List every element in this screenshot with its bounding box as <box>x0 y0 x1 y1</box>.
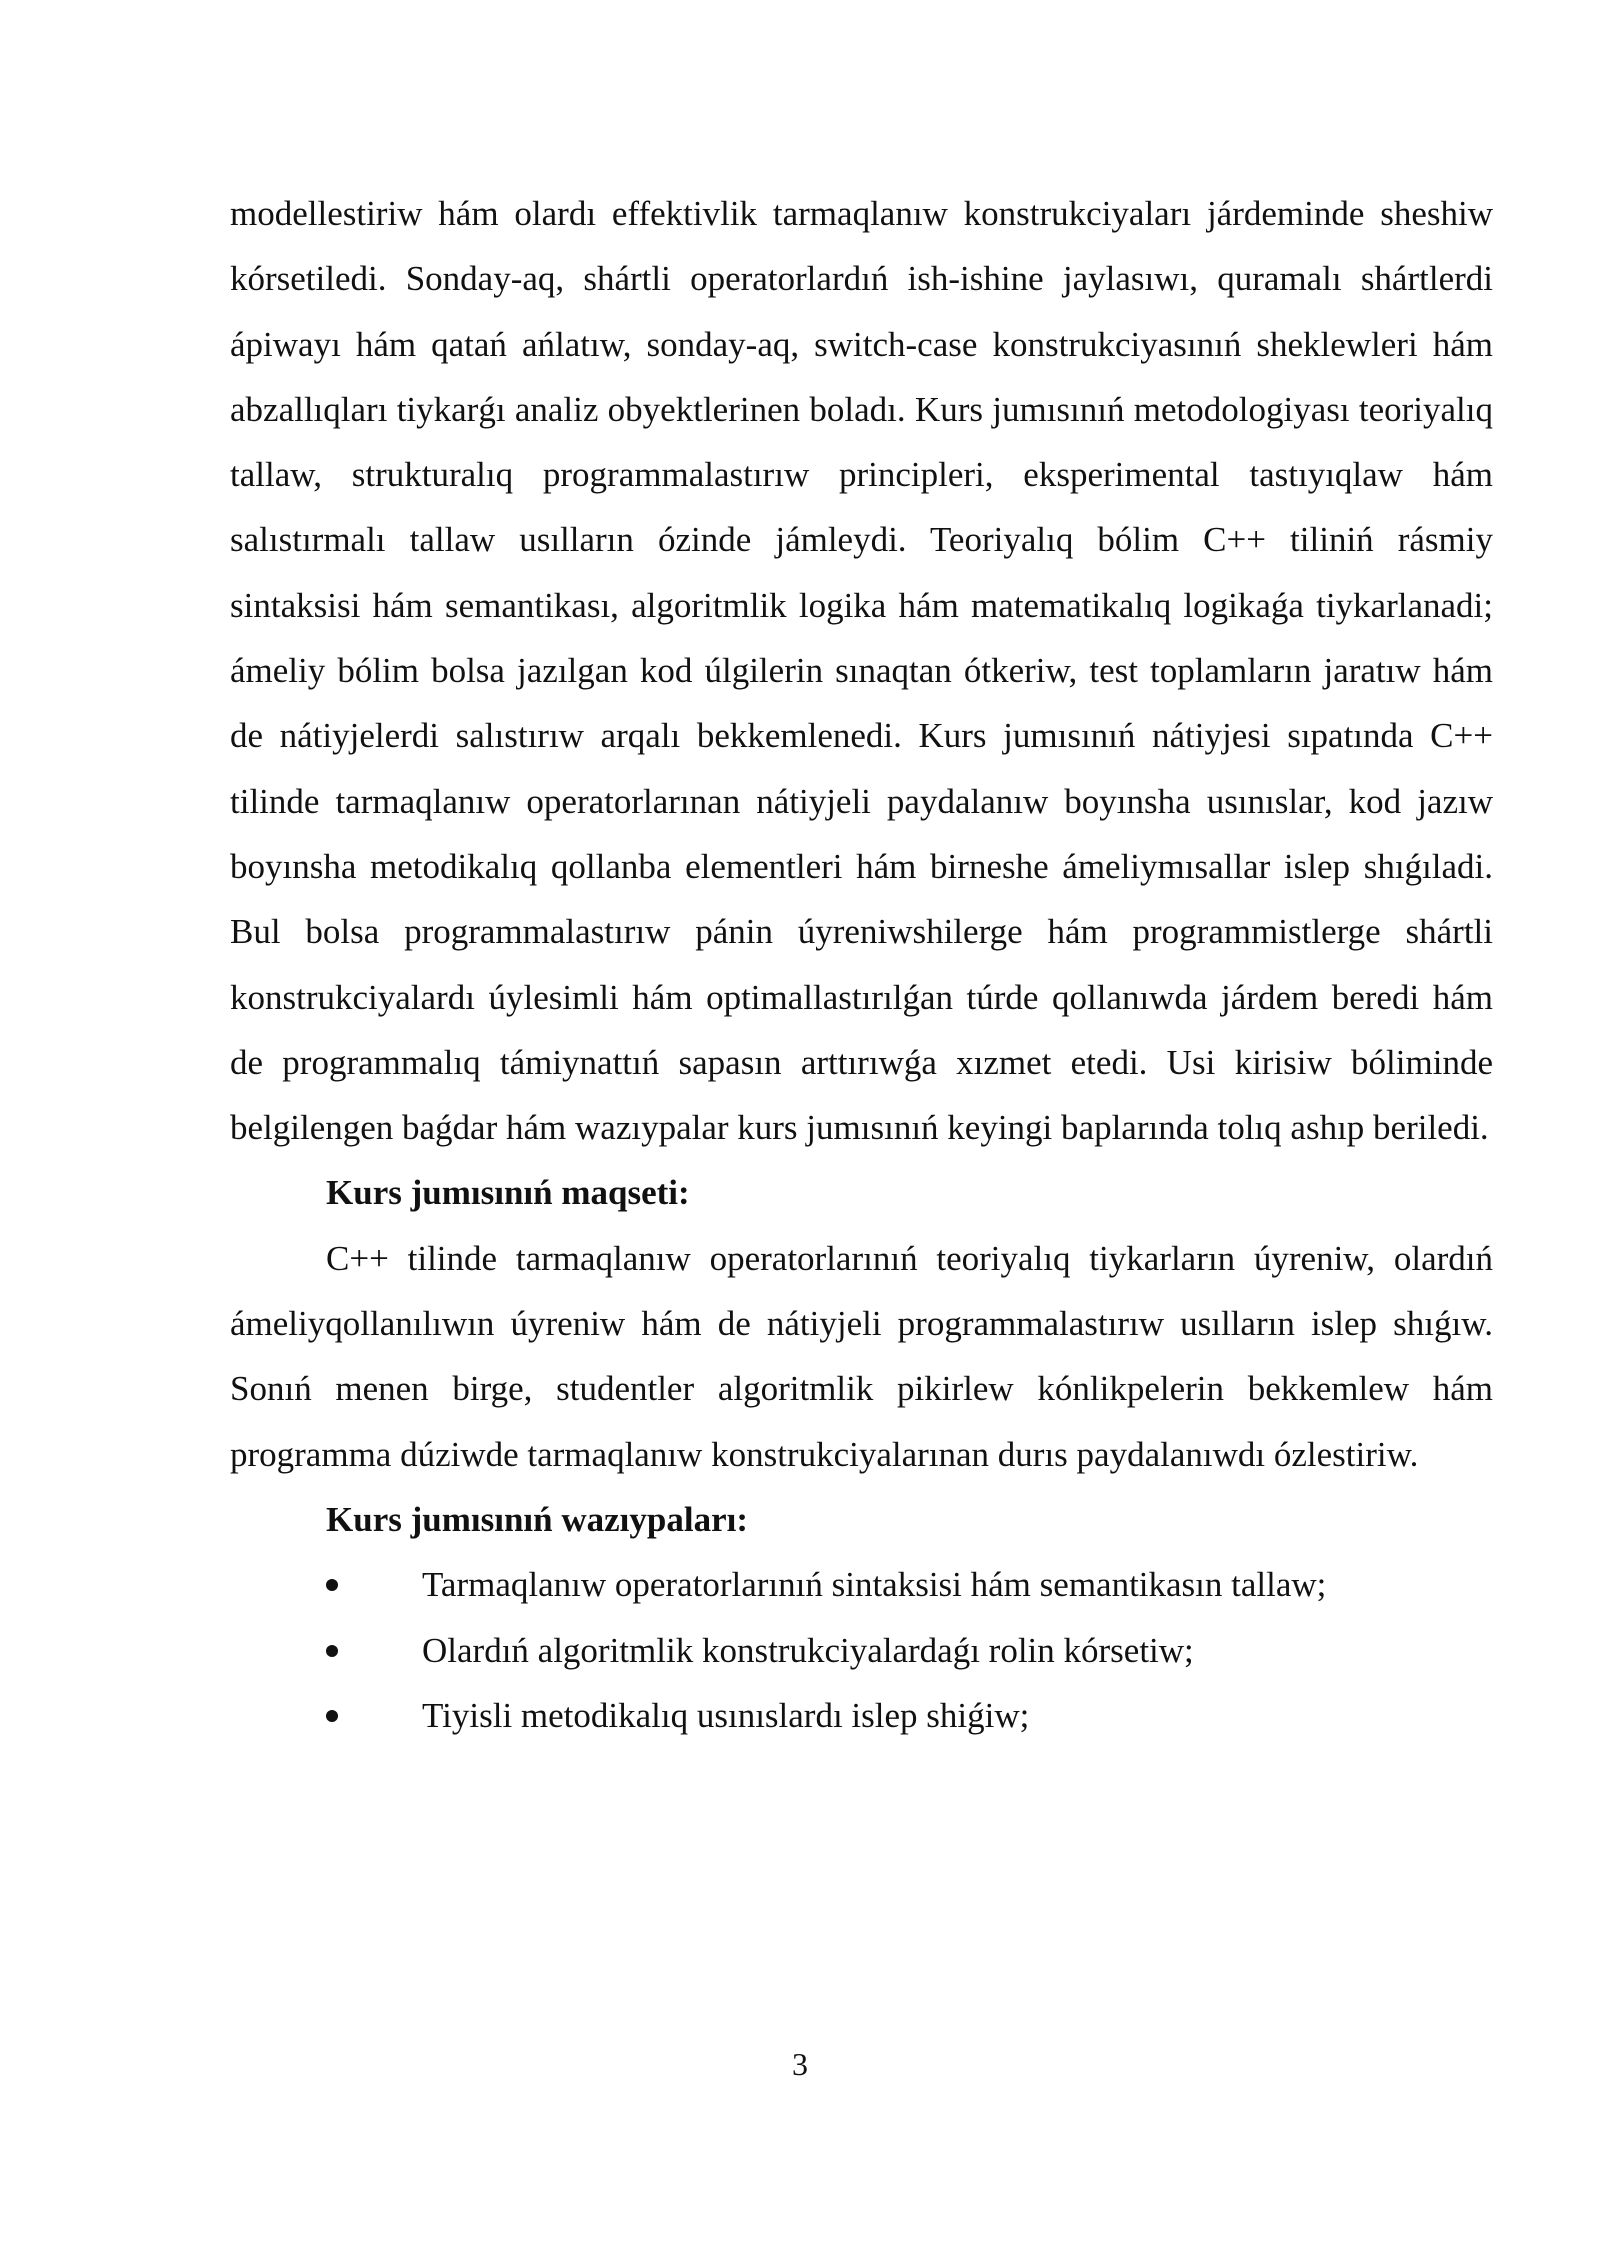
goal-paragraph: C++ tilinde tarmaqlanıw operatorlarınıń teoriyalıq tiykarların úyreniw, olardıń ámeliyqollanılıwın úyreniw hám de nátiyjeli programmalastırıw usılların islep shıǵıw. Sonıń menen birge, studentler algoritmlik pikirlew kónlikpelerin bekkemlew hám programma dúziwde tarmaqlanıw konstrukciyalarınan durıs paydalanıwdı ózlestiriw. <box>230 1238 1493 1474</box>
task-text: Olardıń algoritmlik konstrukciyalardaǵı rolin kórsetiw; <box>422 1630 1194 1670</box>
task-item <box>230 1683 1493 1748</box>
page-number: 3 <box>792 2046 808 2082</box>
task-text: Tiyisli metodikalıq usınıslardı islep shiǵiw; <box>422 1695 1030 1735</box>
tasks-heading: Kurs jumısınıń wazıypaları: <box>326 1499 748 1539</box>
document-page <box>230 181 1493 1748</box>
bullet-dot-icon <box>326 1579 338 1591</box>
tasks-list <box>230 1552 1493 1748</box>
intro-paragraph: modellestiriw hám olardı effektivlik tarmaqlanıw konstrukciyaları járdeminde sheshiw kórsetiledi. Sonday-aq, shártli operatorlardıń ish-ishine jaylasıwı, quramalı shártlerdi ápiwayı hám qatań ańlatıw, sonday-aq, switch-case konstrukciyasınıń sheklewleri hám abzallıqları tiykarǵı analiz obyektlerinen boladı. Kurs jumısınıń metodologiyası teoriyalıq tallaw, strukturalıq programmalastırıw principleri, eksperimental tastıyıqlaw hám salıstırmalı tallaw usılların ózinde jámleydi. Teoriyalıq bólim C++ tiliniń rásmiy sintaksisi hám semantikası, algoritmlik logika hám matematikalıq logikaǵa tiykarlanadi; ámeliy bólim bolsa jazılgan kod úlgilerin sınaqtan ótkeriw, test toplamların jaratıw hám de nátiyjelerdi salıstırıw arqalı bekkemlenedi. Kurs jumısınıń nátiyjesi sıpatında C++ tilinde tarmaqlanıw operatorlarınan nátiyjeli paydalanıw boyınsha usınıslar, kod jazıw boyınsha metodikalıq qollanba elementleri hám birneshe ámeliymısallar islep shıǵıladi. Bul bolsa programmalastırıw pánin úyreniwshilerge hám programmistlerge shártli konstrukciyalardı úylesimli hám optimallastırılǵan túrde qollanıwda járdem beredi hám de programmalıq támiynattıń sapasın arttırıwǵa xızmet etedi. Usi kirisiw bóliminde belgilengen baǵdar hám wazıypalar kurs jumısınıń keyingi baplarında tolıq ashıp beriledi. <box>230 194 1493 1148</box>
goal-heading: Kurs jumısınıń maqseti: <box>326 1173 690 1213</box>
task-text: Tarmaqlanıw operatorlarınıń sintaksisi hám semantikasın tallaw; <box>422 1565 1327 1605</box>
task-item <box>230 1552 1493 1617</box>
bullet-dot-icon <box>326 1645 338 1657</box>
bullet-dot-icon <box>326 1710 338 1722</box>
task-item <box>230 1618 1493 1683</box>
